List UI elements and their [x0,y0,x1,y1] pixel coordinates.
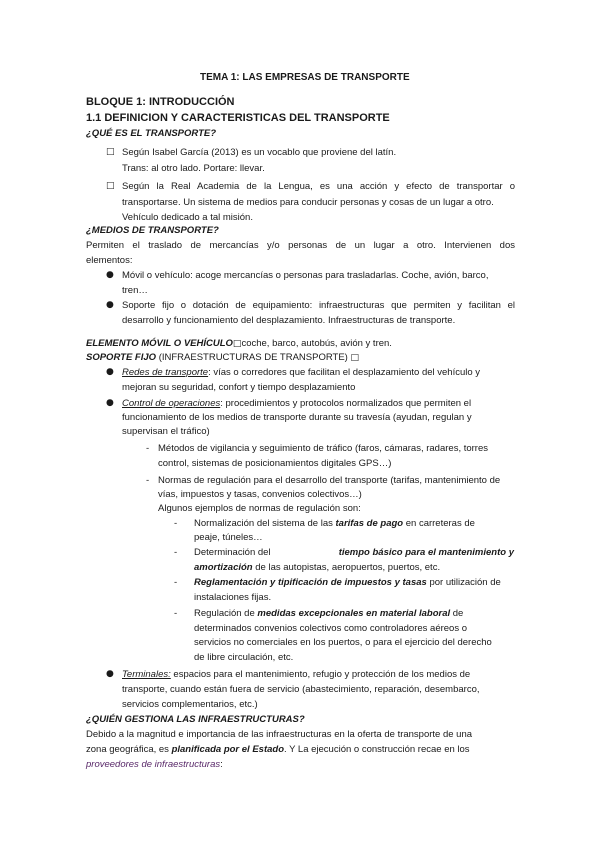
norma-3-text-b: por utilización de [426,577,501,588]
question-medios: ¿MEDIOS DE TRANSPORTE? [86,225,219,236]
missing-glyph-icon: □ [350,353,359,363]
norma-1-text-a: Normalización del sistema de las [194,518,336,529]
gestion-line-2 [86,743,470,756]
soporte-fijo-text: (INFRAESTRUCTURAS DE TRANSPORTE) [158,352,348,363]
norma-2-text-a: Determinación del [194,547,271,558]
question-quien-gestiona: ¿QUIÉN GESTIONA LAS INFRAESTRUCTURAS? [86,714,305,725]
norma-3-line-1 [194,576,501,589]
gestion-colon: : [220,759,223,770]
norma-3-line-2: instalaciones fijas. [194,592,272,603]
question-que-es: ¿QUÉ ES EL TRANSPORTE? [86,128,217,139]
proveedores-term: proveedores de infraestructuras [86,759,221,770]
elemento-movil-line [86,337,392,351]
definition-2-line-3: Vehículo dedicado a tal misión. [122,212,253,223]
norma-2-emphasis: tiempo básico para el mantenimiento y [338,547,514,558]
bullet-icon: ● [106,669,114,679]
medios-bullet-2-line-2: desarrollo y funcionamiento del desplazamiento. Infraestructuras de transporte. [122,315,456,326]
dash-marker: - [146,475,150,486]
gestion-text-c: . Y La ejecución o construcción recae en los [284,744,470,755]
gestion-line-3 [86,758,223,771]
norma-4-text-a: Regulación de [194,608,258,619]
ejemplos-intro: Algunos ejemplos de normas de regulación son: [158,503,361,514]
dash-1-line-1: Métodos de vigilancia y seguimiento de tráfico (faros, cámaras, radares, torres [158,443,489,454]
gestion-line-1: Debido a la magnitud e importancia de las infraestructuras en la oferta de transporte de una [86,729,473,740]
definition-1-line-1: Según Isabel García (2013) es un vocablo que proviene del latín. [122,147,397,158]
terminales-text: espacios para el mantenimiento, refugio y protección de los medios de [170,669,471,680]
terminales-line-1 [122,668,470,681]
bullet-icon: ● [106,398,114,408]
bloque-heading: BLOQUE 1: INTRODUCCIÓN [86,96,235,108]
medios-bullet-1-line-1: Móvil o vehículo: acoge mercancías o personas para trasladarlas. Coche, avión, barco, [122,270,489,281]
redes-text: : vías o corredores que facilitan el desplazamiento del vehículo y [208,367,481,378]
norma-2-line-2 [194,561,440,574]
elemento-movil-text: coche, barco, autobús, avión y tren. [241,338,392,349]
terminales-line-3: servicios complementarios, etc.) [122,699,258,710]
dash-marker: - [174,547,178,558]
norma-1-emphasis: tarifas de pago [335,518,404,529]
missing-glyph-icon: □ [106,181,115,191]
norma-1-line-1 [194,517,475,530]
definition-2-line-2: transportarse. Un sistema de medios para conducir personas y cosas de un lugar a otro. [122,197,494,208]
norma-1-text-c: en carreteras de [403,518,475,529]
medios-paragraph-line-2: elementos: [86,255,133,266]
medios-bullet-1-line-2: tren… [122,285,148,296]
norma-4-line-3: servicios no comerciales en los puertos, o para el ejercicio del derecho [194,637,492,648]
norma-4-line-1 [194,607,463,620]
norma-2-text-d: de las autopistas, aeropuertos, puertos, etc. [252,562,441,573]
dash-1-line-2: control, sistemas de posicionamientos digitales GPS…) [158,458,392,469]
dash-marker: - [174,608,178,619]
missing-glyph-icon: □ [106,147,115,157]
section-heading: 1.1 DEFINICION Y CARACTERISTICAS DEL TRANSPORTE [86,112,390,124]
control-text: : procedimientos y protocolos normalizados que permiten el [220,398,472,409]
gestion-emphasis: planificada por el Estado [171,744,285,755]
redes-line-1 [122,366,480,379]
norma-1-line-2: peaje, túneles… [194,532,263,543]
control-line-3: supervisan el tráfico) [122,426,210,437]
redes-line-2: mejoran su seguridad, confort y tiempo desplazamiento [122,382,356,393]
norma-4-emphasis: medidas excepcionales en material laboral [257,608,451,619]
terminales-label: Terminales: [122,669,171,680]
norma-2-emphasis-2: amortización [194,562,253,573]
redes-label: Redes de transporte [122,367,209,378]
definition-1-line-2: Trans: al otro lado. Portare: llevar. [122,163,265,174]
norma-2-line-1 [194,546,514,559]
norma-4-line-2: determinados convenios colectivos como controladores aéreos o [194,623,468,634]
document-title: TEMA 1: LAS EMPRESAS DE TRANSPORTE [200,72,410,83]
gestion-text-a: zona geográfica, es [86,744,172,755]
dash-marker: - [146,443,150,454]
soporte-fijo-label: SOPORTE FIJO [86,352,157,363]
control-line-2: funcionamiento de los medios de transporte durante su travesía (ayudan, regulan y [122,412,472,423]
missing-glyph-icon: □ [232,339,242,349]
dash-marker: - [174,577,178,588]
terminales-line-2: transporte, cuando están fuera de servicio (abastecimiento, reparación, desembarco, [122,684,480,695]
dash-marker: - [174,518,178,529]
norma-4-line-4: de libre circulación, etc. [194,652,294,663]
dash-2-line-1: Normas de regulación para el desarrollo del transporte (tarifas, mantenimiento de [158,475,501,486]
bullet-icon: ● [106,367,114,377]
control-line-1 [122,397,471,410]
medios-bullet-2-line-1: Soporte fijo o dotación de equipamiento: infraestructuras que permiten y facilitan el [122,300,515,311]
definition-2-line-1: Según la Real Academia de la Lengua, es una acción y efecto de transportar o [122,181,515,192]
bullet-icon: ● [106,270,114,280]
norma-4-text-c: de [450,608,464,619]
soporte-fijo-line [86,351,359,365]
medios-paragraph-line-1: Permiten el traslado de mercancías y/o personas de un lugar a otro. Intervienen dos [86,240,515,251]
elemento-movil-label: ELEMENTO MÓVIL O VEHÍCULO [86,338,233,349]
dash-2-line-2: vías, impuestos y tasas, convenios colectivos…) [158,489,362,500]
control-label: Control de operaciones [122,398,221,409]
norma-3-emphasis: Reglamentación y tipificación de impuestos y tasas [194,577,427,588]
bullet-icon: ● [106,300,114,310]
